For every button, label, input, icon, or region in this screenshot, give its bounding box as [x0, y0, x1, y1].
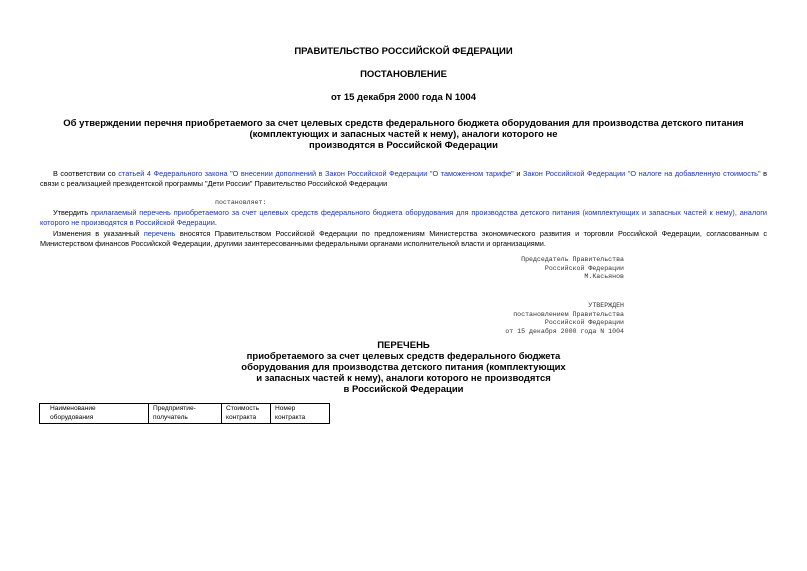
- table-header-cell: [149, 404, 222, 424]
- link-federal-law-article-4[interactable]: статьей 4 Федерального закона "О внесении дополнений в Закон Российской Федерации "О таможенном тарифе": [118, 169, 514, 178]
- list-title-line: оборудования для производства детского питания (комплектующих: [241, 362, 566, 373]
- signature-name: М.Касьянов: [584, 273, 624, 281]
- list-title-line: ПЕРЕЧЕНЬ: [377, 340, 430, 351]
- link-list[interactable]: перечень: [143, 229, 176, 238]
- paragraph-changes: [40, 229, 767, 249]
- link-attached-list[interactable]: прилагаемый перечень приобретаемого за счет целевых средств федерального бюджета оборудования для производства детского питания (комплектующих и запасных частей к нему), аналоги которого не производятся в Российской Федерации: [40, 208, 767, 227]
- approval-line: УТВЕРЖДЕН: [588, 302, 624, 309]
- title-line-3: производятся в Российской Федерации: [309, 140, 498, 151]
- list-title-line: в Российской Федерации: [343, 384, 464, 395]
- signature-line: Председатель Правительства: [521, 256, 624, 263]
- doctype-heading: ПОСТАНОВЛЕНИЕ: [360, 69, 447, 80]
- header-text: Наименование: [50, 405, 96, 412]
- table-header-cell: [40, 404, 149, 424]
- paragraph-approve: [40, 208, 767, 228]
- header-text: получатель: [153, 413, 188, 421]
- title-line-2: (комплектующих и запасных частей к нему), аналоги которого не: [249, 129, 558, 140]
- table-header-cell: [271, 404, 330, 424]
- title-line-1: Об утверждении перечня приобретаемого за счет целевых средств федерального бюджета оборудования для производства детского питания: [63, 118, 744, 129]
- table-header-cell: [222, 404, 271, 424]
- approval-line: от 15 декабря 2000 года N 1004: [505, 327, 624, 335]
- equipment-table: [39, 403, 330, 424]
- header-text: Предприятие-: [153, 405, 196, 412]
- header-text: оборудования: [50, 413, 94, 421]
- table-header-row: [40, 404, 330, 424]
- paragraph-text: в связи с реализацией президентской программы "Дети России" Правительство Российской Федерации: [40, 169, 768, 188]
- decree-word: постановляет:: [215, 199, 267, 206]
- header-text: контракта: [275, 413, 306, 421]
- list-title-line: приобретаемого за счет целевых средств федерального бюджета: [246, 351, 561, 362]
- paragraph-text: Утвердить: [53, 208, 92, 217]
- paragraph-basis: [40, 169, 767, 189]
- header-text: Стоимость: [226, 405, 260, 412]
- paragraph-text: .: [214, 218, 217, 227]
- list-title-line: и запасных частей к нему), аналоги которого не производятся: [256, 373, 551, 384]
- paragraph-text: В соответствии со: [53, 169, 119, 178]
- approval-stamp: [440, 302, 624, 336]
- signature-line: Российской Федерации: [544, 264, 624, 272]
- paragraph-text: вносятся Правительством Российской Федерации по предложениям Министерства экономического развития и торговли Российской Федерации, согласованным с Министерством финансов Российской Федерации, другими заинтересованными федеральными органами исполнительной власти и организациями.: [40, 229, 768, 248]
- decree-date: от 15 декабря 2000 года N 1004: [330, 92, 476, 103]
- paragraph-text: Изменения в указанный: [53, 229, 144, 238]
- header-text: контракта: [226, 413, 257, 421]
- header-text: Номер: [275, 405, 296, 412]
- approval-line: Российской Федерации: [544, 319, 624, 327]
- document-title: [0, 118, 807, 151]
- org-heading: ПРАВИТЕЛЬСТВО РОССИЙСКОЙ ФЕДЕРАЦИИ: [294, 46, 513, 57]
- link-vat-law[interactable]: Закон Российской Федерации "О налоге на добавленную стоимость": [522, 169, 761, 178]
- signature-block: [460, 256, 624, 282]
- approval-line: постановлением Правительства: [513, 310, 624, 318]
- list-heading: [0, 340, 807, 395]
- paragraph-text: и: [513, 169, 523, 178]
